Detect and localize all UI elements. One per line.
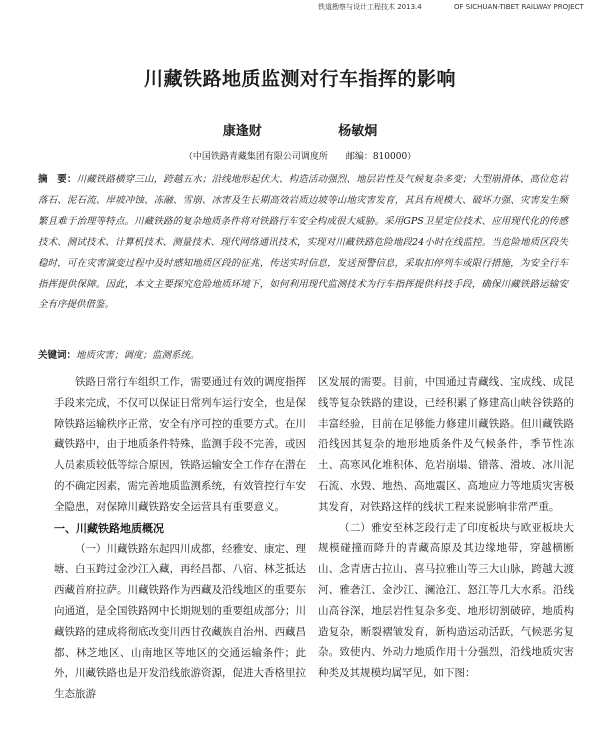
paper-title: 川藏铁路地质监测对行车指挥的影响 (143, 68, 456, 90)
abstract-label: 摘 要： (38, 174, 77, 185)
header-left-text: 铁道勘察与设计工程技术 2013.4 (318, 3, 422, 11)
section1-paragraph: （一）川藏铁路东起四川成都，经雅安、康定、理塘、白玉跨过金沙江入藏，再经昌都、八宿、林芝抵达西藏首府拉萨。川藏铁路作为西藏及沿线地区的重要东向通道，是全国铁路网中长期规划的重要组成部分；川藏铁路的建成将彻底改变川西甘孜藏族自治州、西藏昌都、林芝地区、山南地区等地区的交通运输条件；此外，川藏铁路也是开发沿线旅游资源，促进大香格里拉生态旅游 (54, 542, 306, 701)
authors (0, 120, 600, 139)
section-heading: 一、川藏铁路地质概况 (54, 521, 164, 535)
left-column (54, 372, 306, 705)
author-name: 康逢财 (222, 124, 262, 139)
keywords-label: 关键词： (38, 350, 77, 361)
abstract (38, 170, 568, 316)
abstract-text: 川藏铁路横穿三山，跨越五水；沿线地形起伏大、构造活动强烈、地层岩性及气候复杂多变；大型崩滑体、高位危岩落石、泥石流、岸坡冲蚀、冻融、雪崩、冰害及生长期高效岩质边坡等山地灾害发育，其具有规模大、破坏力强、灾害发生频繁且难于治理等特点。川藏铁路的复杂地质条件将对铁路行车安全构成很大威胁。采用GPS卫星定位技术、应用现代化的传感技术、测试技术、计算机技术、测量技术、现代网络通讯技术，实现对川藏铁路危险地段24小时在线监控。当危险地质区段失稳时，可在灾害演变过程中及时感知地质区段的征兆，传送实时信息，发送预警信息，采取扣停列车或限行措施，为安全行车指挥提供保障。因此，本文主要探究危险地质环境下，如何利用现代监测技术为行车指挥提供科技手段，确保川藏铁路运输安全有序提供借鉴。 (38, 174, 568, 311)
intro-paragraph: 铁路日常行车组织工作，需要通过有效的调度指挥手段来完成，不仅可以保证日常列车运行安全，也是保障铁路运输秩序正常，安全有序可控的重要方式。在川藏铁路中，由于地质条件特殊，监测手段不完善，或因人员素质较低等综合原因，铁路运输安全工作存在潜在的不确定因素，需完善地质监测系统，有效管控行车安全隐患，对保障川藏铁路安全运营具有重要意义。 (54, 376, 306, 513)
section1-paragraph-2: （二）雅安至林芝段行走了印度板块与欧亚板块大规模碰撞而降升的青藏高原及其边缘地带，穿越横断山、念青唐古拉山、喜马拉雅山等三大山脉，跨越大渡河、雅砻江、金沙江、澜沧江、怒江等几大水系。沿线山高谷深，地层岩性复杂多变、地形切割破碎，地质构造复杂，断裂褶皱发育，新构造运动活跃，气候恶劣复杂。致使内、外动力地质作用十分强烈，沿线地质灾害种类及其规模均属罕见，如下图： (318, 521, 574, 680)
keywords-text: 地质灾害；调度；监测系统。 (76, 350, 200, 361)
affiliation: （中国铁路青藏集团有限公司调度所 邮编：810000） (183, 152, 417, 162)
header-right-text: OF SICHUAN-TIBET RAILWAY PROJECT (454, 3, 584, 11)
author-name: 杨敏炯 (338, 124, 378, 139)
right-column (318, 372, 574, 684)
journal-header (0, 0, 600, 14)
continued-paragraph: 区发展的需要。目前，中国通过青藏线、宝成线、成昆线等复杂铁路的建设，已经积累了修建高山峡谷铁路的丰富经验，目前在足够能力修建川藏铁路。但川藏铁路沿线因其复杂的地形地质条件及气候条件，季节性冻土、高寒风化堆积体、危岩崩塌、错落、滑坡、冰川泥石流、水毁、地热、高地震区、高地应力等地质灾害极其发育，对铁路这样的线状工程来说影响非常严重。 (318, 376, 574, 513)
keywords (38, 349, 568, 363)
